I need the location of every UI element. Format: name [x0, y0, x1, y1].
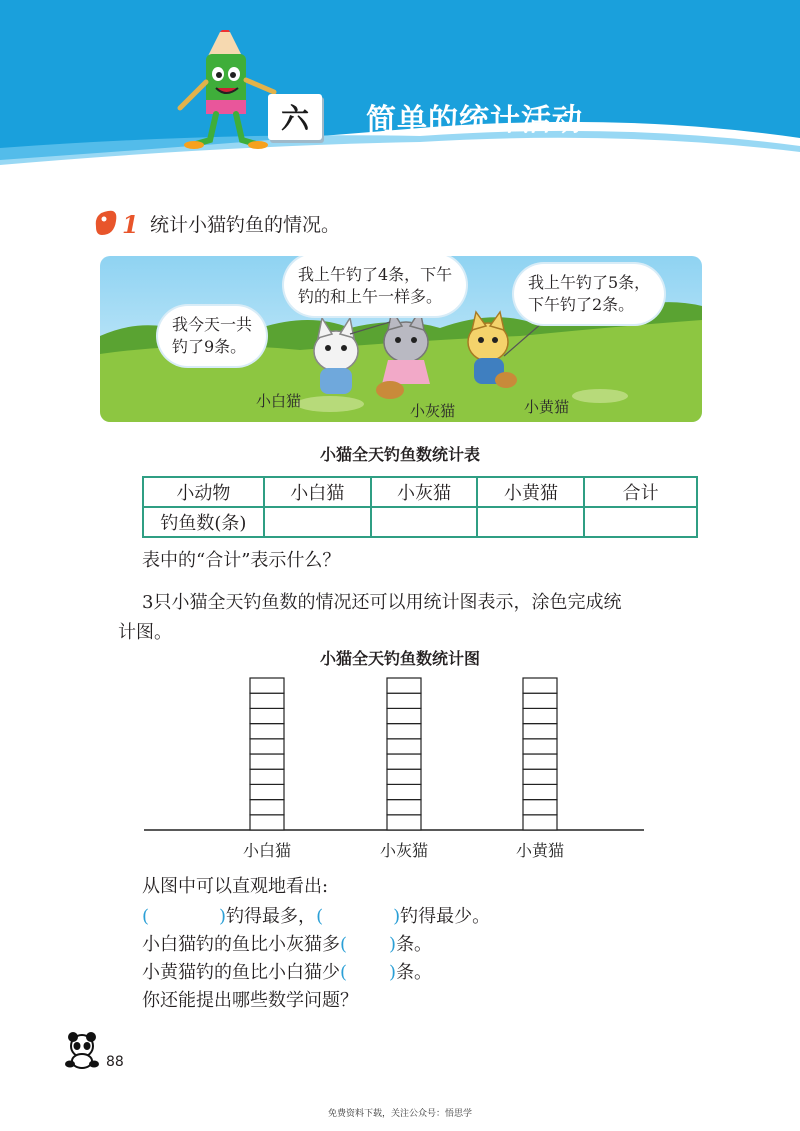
exercise-number: 1 [122, 210, 139, 239]
chapter-banner [0, 0, 800, 165]
bar-column-grid[interactable] [250, 678, 284, 830]
chart-title: 小猫全天钓鱼数统计图 [319, 649, 480, 668]
fill-lead: 从图中可以直观地看出: [142, 876, 329, 897]
bar-cell[interactable] [387, 784, 421, 799]
answer-cell-gray-cat[interactable] [371, 507, 478, 537]
bar-cell[interactable] [250, 724, 284, 739]
exercise-intro: 统计小猫钓鱼的情况。 [150, 214, 341, 236]
bar-column-grid[interactable] [523, 678, 557, 830]
table-header-cell: 小动物 [143, 477, 264, 507]
label-gray-cat: 小灰猫 [410, 402, 456, 420]
bar-cell[interactable] [387, 693, 421, 708]
bar-cell[interactable] [523, 708, 557, 723]
bar-cell[interactable] [523, 724, 557, 739]
bar-cell[interactable] [387, 754, 421, 769]
table-title: 小猫全天钓鱼数统计表 [319, 445, 480, 464]
table-header-cell: 小黄猫 [477, 477, 584, 507]
label-yellow-cat: 小黄猫 [524, 398, 570, 416]
bar-cell[interactable] [523, 769, 557, 784]
bar-cell[interactable] [523, 784, 557, 799]
bar-cell[interactable] [523, 815, 557, 830]
bar-cell[interactable] [523, 678, 557, 693]
bar-cell[interactable] [250, 754, 284, 769]
table-row [143, 507, 697, 537]
x-tick-label: 小白猫 [242, 841, 292, 860]
answer-cell-total[interactable] [584, 507, 697, 537]
exercise-number-icon [92, 207, 142, 239]
bar-cell[interactable] [387, 724, 421, 739]
bar-cell[interactable] [387, 708, 421, 723]
bar-cell[interactable] [250, 678, 284, 693]
fill-line-yellow-vs-white: 小黄猫钓的鱼比小白猫少( )条。 [142, 962, 433, 983]
table-header-cell: 小白猫 [264, 477, 371, 507]
table-row-label: 钓鱼数(条) [143, 507, 264, 537]
table-header-cell: 小灰猫 [371, 477, 478, 507]
table-header-cell: 合计 [584, 477, 697, 507]
answer-cell-yellow-cat[interactable] [477, 507, 584, 537]
fishing-stats-table [142, 476, 698, 538]
chapter-number-badge: 六 [268, 94, 322, 140]
question-total: 表中的“合计”表示什么？ [142, 550, 341, 571]
x-tick-label: 小黄猫 [515, 841, 565, 860]
bar-cell[interactable] [250, 815, 284, 830]
bar-cell[interactable] [250, 769, 284, 784]
bar-cell[interactable] [250, 693, 284, 708]
speech-bubble-yellow-cat: 我上午钓了5条， 下午钓了2条。 [514, 264, 664, 324]
fill-line-white-vs-gray: 小白猫钓的鱼比小灰猫多( )条。 [142, 934, 433, 955]
footer-note: 免费资料下载，关注公众号：悟思学 [327, 1109, 472, 1119]
bar-cell[interactable] [387, 739, 421, 754]
bar-cell[interactable] [387, 678, 421, 693]
table-header-row [143, 477, 697, 507]
bar-column-grid[interactable] [387, 678, 421, 830]
bar-cell[interactable] [523, 754, 557, 769]
question-chart-line2: 计图。 [118, 622, 172, 643]
panda-icon [62, 1030, 104, 1070]
fill-last-question: 你还能提出哪些数学问题？ [142, 990, 358, 1011]
pencil-mascot-icon [172, 30, 282, 150]
label-white-cat: 小白猫 [256, 392, 302, 410]
answer-cell-white-cat[interactable] [264, 507, 371, 537]
fill-line-most-least: ( )钓得最多，( )钓得最少。 [142, 906, 491, 927]
bar-cell[interactable] [387, 769, 421, 784]
bar-cell[interactable] [523, 693, 557, 708]
bar-cell[interactable] [387, 815, 421, 830]
speech-bubble-white-cat: 我今天一共 钓了9条。 [158, 306, 266, 366]
page-number: 88 [106, 1054, 124, 1070]
fishing-scene-illustration [100, 256, 702, 422]
fishing-bar-chart [140, 670, 650, 870]
bar-cell[interactable] [250, 739, 284, 754]
bar-cell[interactable] [250, 784, 284, 799]
bar-cell[interactable] [523, 739, 557, 754]
bar-cell[interactable] [250, 708, 284, 723]
bar-cell[interactable] [523, 800, 557, 815]
bar-cell[interactable] [250, 800, 284, 815]
chapter-title: 简单的统计活动 [366, 103, 583, 138]
question-chart-line1: 3只小猫全天钓鱼数的情况还可以用统计图表示，涂色完成统 [142, 592, 622, 613]
speech-bubble-gray-cat: 我上午钓了4条，下午 钓的和上午一样多。 [284, 256, 466, 316]
x-tick-label: 小灰猫 [379, 841, 429, 860]
bar-cell[interactable] [387, 800, 421, 815]
